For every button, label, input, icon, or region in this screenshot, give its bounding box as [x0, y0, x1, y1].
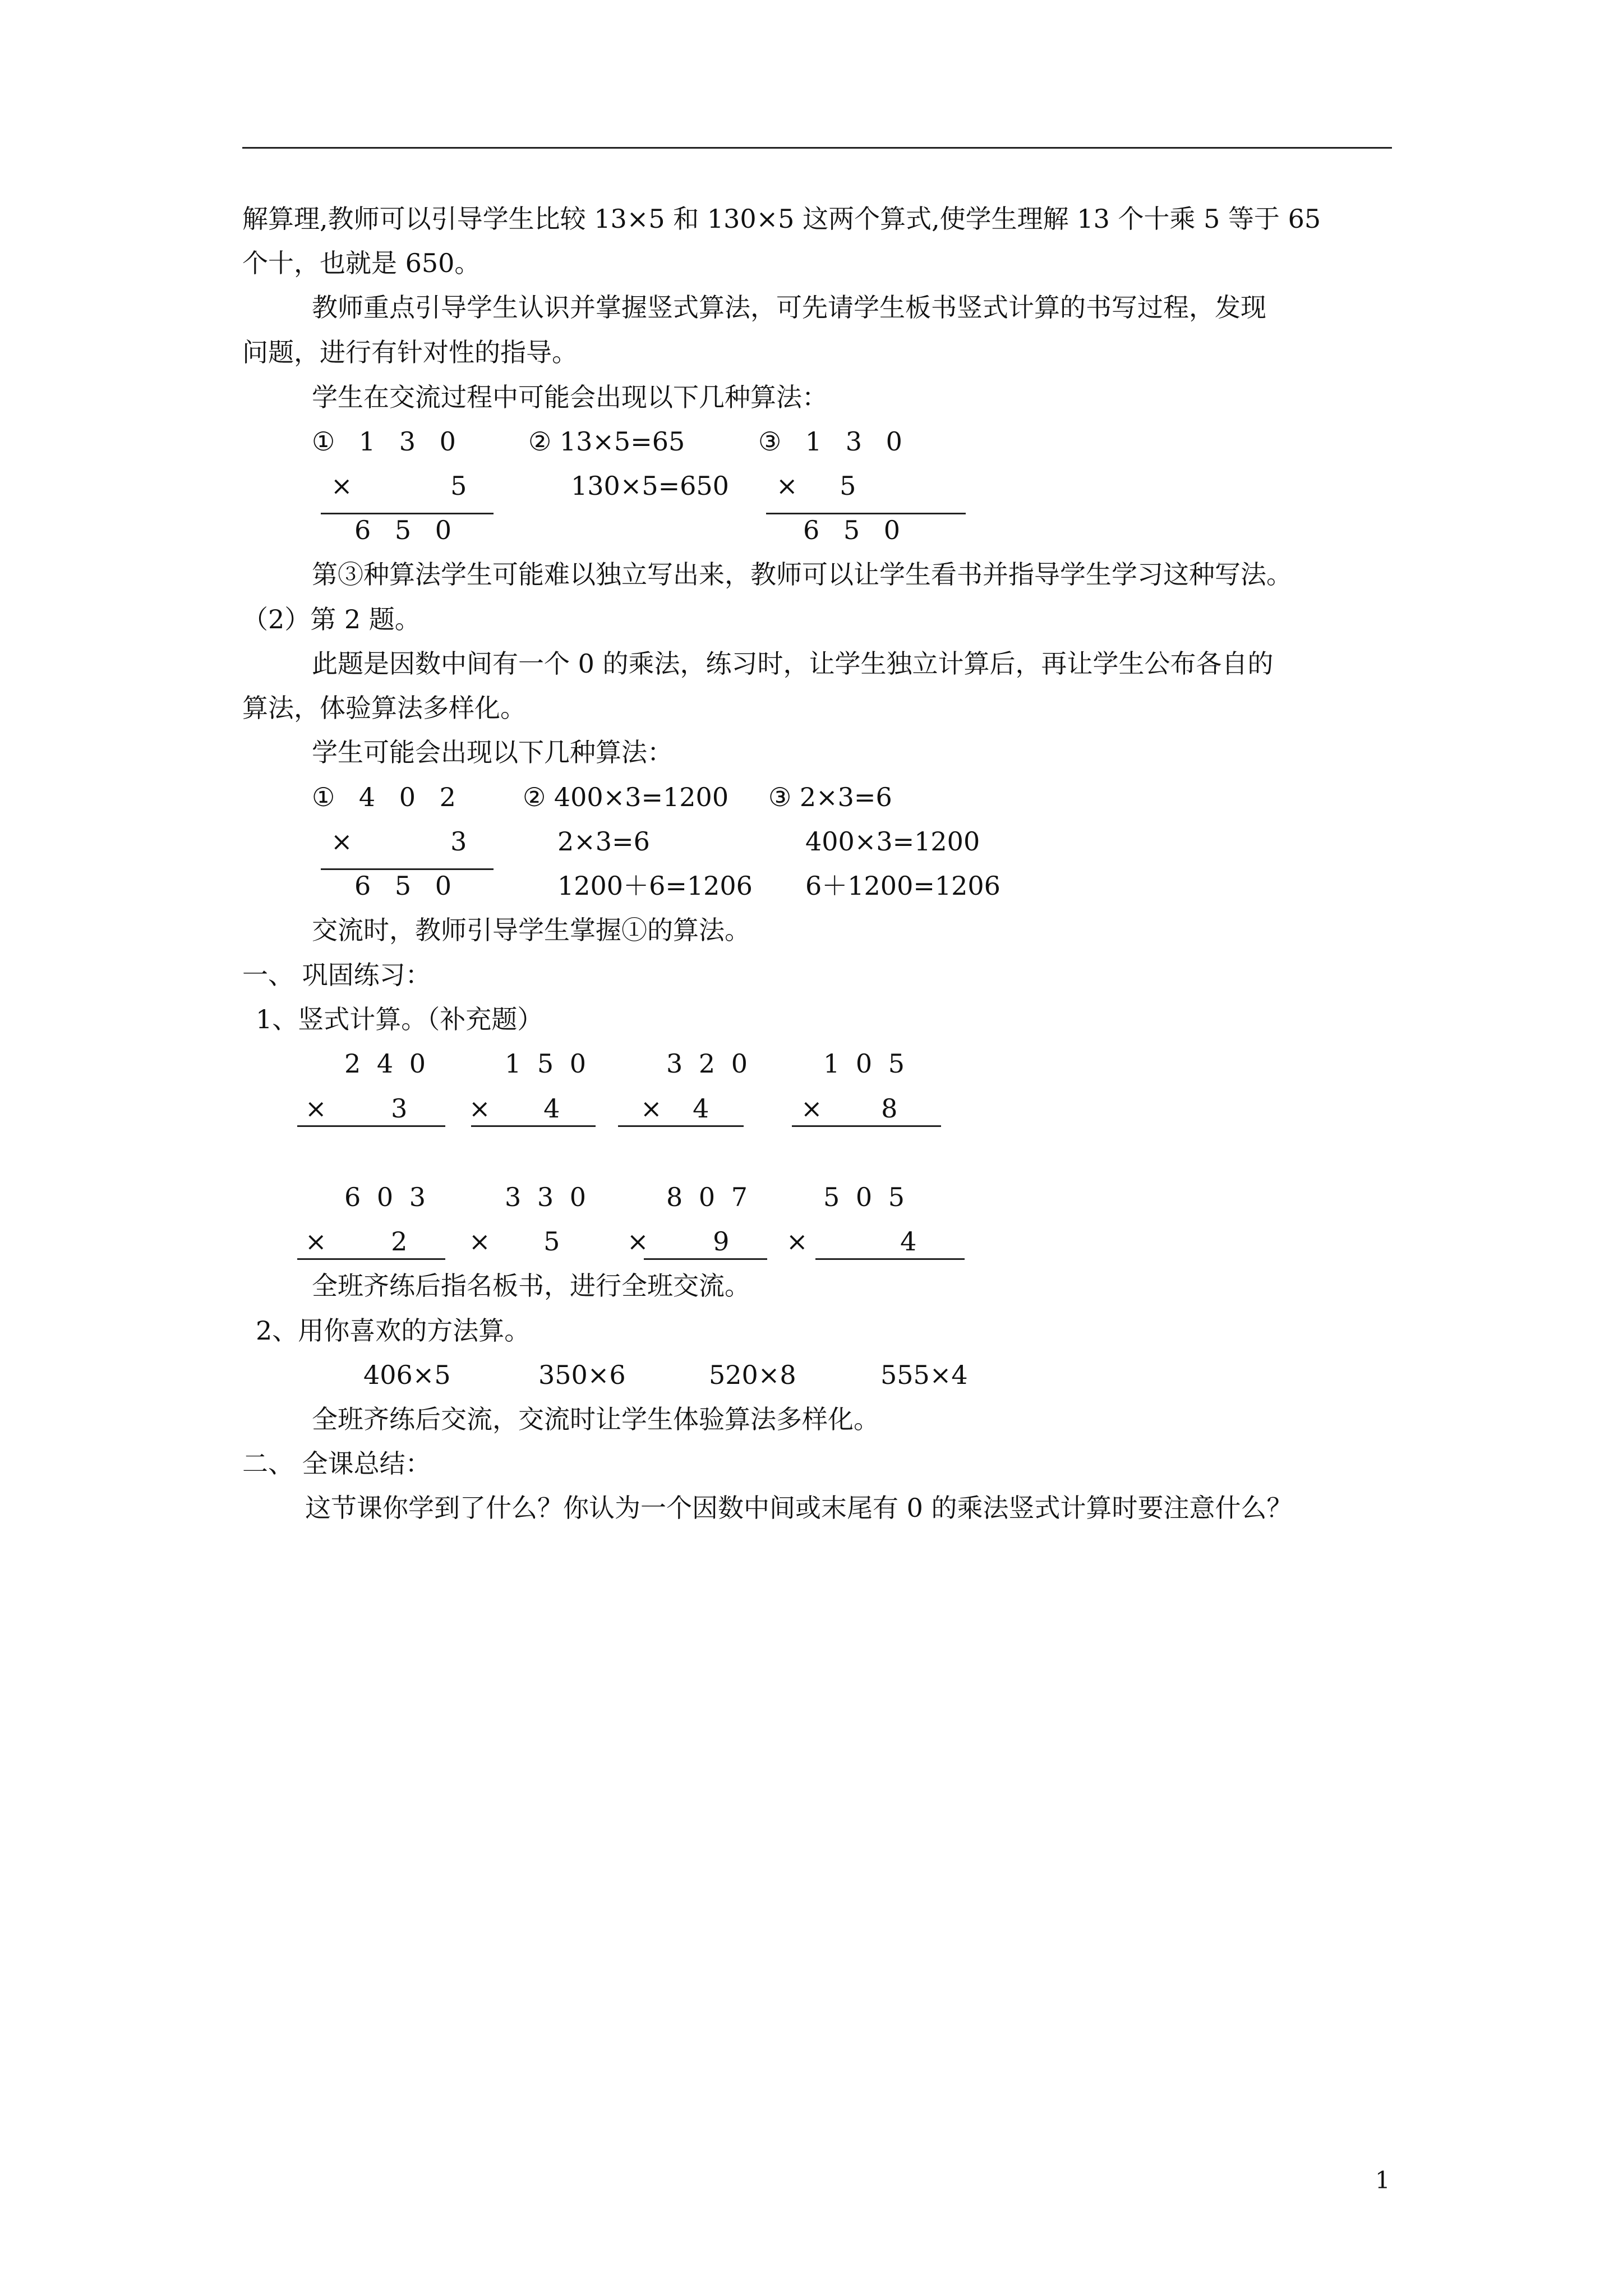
method-2-line-1: ② 13×5=65 — [528, 426, 685, 457]
exercise-multiplier: × 9 — [627, 1226, 730, 1257]
exercise-underline — [618, 1125, 744, 1127]
exercise-top-number: 2 4 0 — [344, 1048, 426, 1079]
exercise-multiplier: × 2 — [305, 1226, 408, 1257]
paragraph-line: 学生在交流过程中可能会出现以下几种算法： — [312, 382, 828, 412]
paragraph-line: 学生可能会出现以下几种算法： — [312, 737, 673, 767]
method-1-line-1: ① 4 0 2 — [312, 782, 456, 812]
exercise-top-number: 1 5 0 — [505, 1048, 587, 1079]
exercise-underline — [471, 1125, 596, 1127]
calc-item: 350×6 — [538, 1360, 626, 1390]
method-1-line-1: ① 1 3 0 — [312, 426, 456, 457]
exercise-top-number: 6 0 3 — [344, 1182, 426, 1212]
method-1-result: 6 5 0 — [354, 871, 452, 901]
method-1-line-2: × 3 — [331, 826, 467, 857]
exercise-multiplier: × 4 — [469, 1093, 560, 1124]
paragraph-line: 个十，也就是 650。 — [242, 248, 481, 278]
paragraph-line: 交流时，教师引导学生掌握①的算法。 — [312, 915, 750, 945]
calc-item: 406×5 — [363, 1360, 451, 1390]
paragraph-line: 第③种算法学生可能难以独立写出来，教师可以让学生看书并指导学生学习这种写法。 — [312, 559, 1292, 590]
method-2-line-3: 1200＋6=1206 — [557, 871, 753, 901]
paragraph-line: 全班齐练后交流，交流时让学生体验算法多样化。 — [312, 1404, 879, 1434]
paragraph-line: 算法，体验算法多样化。 — [242, 693, 526, 723]
method-3-line-2: × 5 — [776, 471, 856, 501]
exercise-multiplier: × 5 — [469, 1226, 560, 1257]
exercise-underline — [815, 1258, 965, 1260]
section-heading: （2）第 2 题。 — [242, 604, 421, 634]
method-3-line-1: ③ 2×3=6 — [768, 782, 892, 812]
subsection-heading: 2、用你喜欢的方法算。 — [256, 1315, 531, 1346]
paragraph-line: 全班齐练后指名板书，进行全班交流。 — [312, 1271, 750, 1301]
exercise-top-number: 1 0 5 — [823, 1048, 905, 1079]
paragraph-line: 解算理,教师可以引导学生比较 13×5 和 130×5 这两个算式,使学生理解 13 个十乘 5 等于 65 — [242, 204, 1321, 234]
exercise-underline — [644, 1258, 767, 1260]
exercise-top-number: 5 0 5 — [823, 1182, 905, 1212]
header-rule — [242, 147, 1392, 149]
method-1-result: 6 5 0 — [354, 515, 452, 545]
method-3-line-3: 6＋1200=1206 — [805, 871, 1000, 901]
exercise-top-number: 3 3 0 — [505, 1182, 587, 1212]
exercise-underline — [792, 1125, 941, 1127]
section-heading: 一、 巩固练习： — [242, 960, 431, 990]
exercise-top-number: 3 2 0 — [666, 1048, 748, 1079]
method-2-line-1: ② 400×3=1200 — [523, 782, 729, 812]
method-2-line-2: 130×5=650 — [571, 471, 729, 501]
method-3-line-2: 400×3=1200 — [805, 826, 980, 857]
subsection-heading: 1、竖式计算。（补充题） — [256, 1004, 543, 1034]
paragraph-line: 此题是因数中间有一个 0 的乘法，练习时，让学生独立计算后，再让学生公布各自的 — [312, 648, 1274, 679]
exercise-multiplier: × 4 — [786, 1226, 917, 1257]
paragraph-line: 这节课你学到了什么？你认为一个因数中间或末尾有 0 的乘法竖式计算时要注意什么？ — [305, 1493, 1293, 1523]
method-1-line-2: × 5 — [331, 471, 467, 501]
method-3-result: 6 5 0 — [803, 515, 901, 545]
calc-item: 520×8 — [709, 1360, 796, 1390]
section-heading: 二、 全课总结： — [242, 1448, 431, 1479]
exercise-multiplier: × 4 — [640, 1093, 709, 1124]
exercise-top-number: 8 0 7 — [666, 1182, 748, 1212]
paragraph-line: 教师重点引导学生认识并掌握竖式算法，可先请学生板书竖式计算的书写过程，发现 — [312, 292, 1266, 323]
method-2-line-2: 2×3=6 — [557, 826, 650, 857]
exercise-multiplier: × 3 — [305, 1093, 408, 1124]
calc-item: 555×4 — [880, 1360, 968, 1390]
method-3-line-1: ③ 1 3 0 — [758, 426, 902, 457]
paragraph-line: 问题，进行有针对性的指导。 — [242, 337, 578, 367]
exercise-multiplier: × 8 — [801, 1093, 898, 1124]
exercise-underline — [297, 1258, 445, 1260]
exercise-underline — [297, 1125, 445, 1127]
page-number: 1 — [1375, 2166, 1390, 2194]
